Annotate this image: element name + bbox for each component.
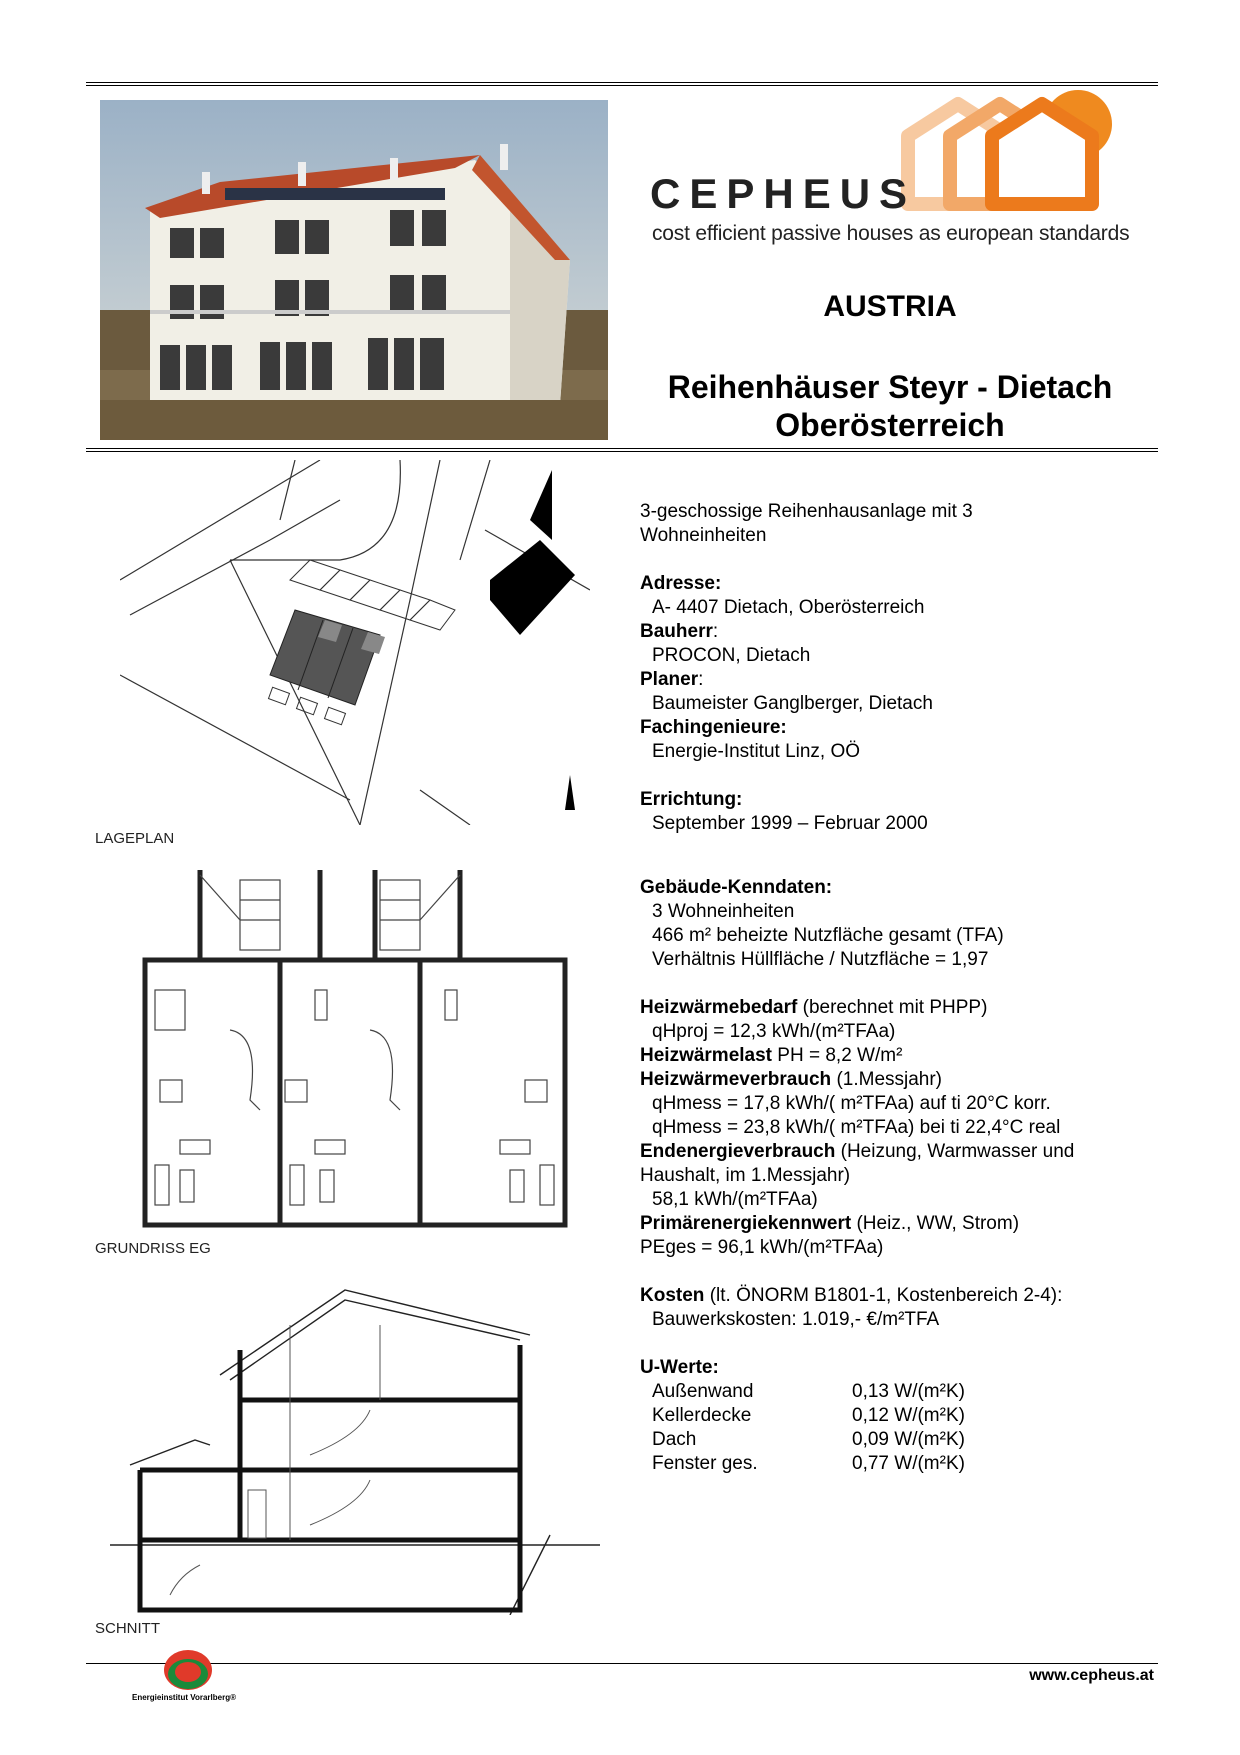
u-values-label: U-Werte: (640, 1357, 719, 1378)
planner-value: Baumeister Ganglberger, Dietach (652, 693, 933, 714)
heat-load-label: Heizwärmelast (640, 1045, 773, 1066)
heat-demand-note: (berechnet mit PHPP) (802, 997, 988, 1018)
energieinstitut-name: Energieinstitut Vorarlberg® (132, 1693, 236, 1702)
client-value: PROCON, Dietach (652, 645, 811, 666)
site-plan-drawing (120, 460, 590, 825)
u-value-name: Kellerdecke (652, 1405, 752, 1426)
address-value: A- 4407 Dietach, Oberösterreich (652, 597, 925, 618)
final-energy-note-2: Haushalt, im 1.Messjahr) (640, 1165, 851, 1186)
qh-mess-real: qHmess = 23,8 kWh/( m²TFAa) bei ti 22,4°C real (652, 1117, 1061, 1138)
building-units: 3 Wohneinheiten (652, 901, 795, 922)
qh-mess-corrected: qHmess = 17,8 kWh/( m²TFAa) auf ti 20°C korr. (652, 1093, 1051, 1114)
u-value-row (640, 1428, 1160, 1452)
construction-label: Errichtung: (640, 789, 743, 810)
final-energy-note-1: (Heizung, Warmwasser und (840, 1141, 1075, 1162)
project-title (640, 368, 1140, 444)
heat-demand-label: Heizwärmebedarf (640, 997, 798, 1018)
brand-name: CEPHEUS (650, 170, 917, 217)
primary-energy-note: (Heiz., WW, Strom) (856, 1213, 1020, 1234)
floor-plan-drawing (140, 870, 570, 1230)
u-value-number: 0,09 W/(m²K) (852, 1429, 965, 1450)
costs-label: Kosten (640, 1285, 705, 1306)
project-info: 3-geschossige Reihenhausanlage mit 3 Wohneinheiten Adresse: A- 4407 Dietach, Oberösterreich Bauherr: PROCON, Dietach Planer: Baumeister Ganglberger, Dietach Fachingenieure: Energie-Institut Linz, OÖ Errichtung: September 1999 – Februar 2000 Gebäude-Kenndaten: 3 Wohneinheiten 466 m² beheizte Nutzfläche gesamt (TFA) Verhältnis Hüllfläche / Nutzfläche = 1,97 Heizwärmebedarf (berechnet mit PHPP) qHproj = 12,3 kWh/(m²TFAa) Heizwärmelast PH = 8,2 W/m² Heizwärmeverbrauch (1.Messjahr) qHmess = 17,8 kWh/( m²TFAa) auf ti 20°C korr. qHmess = 23,8 kWh/( m²TFAa) bei ti 22,4°C real Endenergieverbrauch (Heizung, Warmwasser und Haushalt, im 1.Messjahr) 58,1 kWh/(m²TFAa) Primärenergiekennwert (Heiz., WW, Strom) PEges = 96,1 kWh/(m²TFAa) Kosten (lt. ÖNORM B1801-1, Kostenbereich 2-4): Bauwerkskosten: 1.019,- €/m²TFA U-Werte: Außenwand 0,13 W/(m²K) Kellerdecke 0,12 W/(m²K) Dach 0,09 W/(m²K) Fenster ges. 0,77 W/(m²K) (640, 500, 1160, 1476)
intro-line-1: 3-geschossige Reihenhausanlage mit 3 (640, 501, 973, 522)
primary-energy-label: Primärenergiekennwert (640, 1213, 852, 1234)
u-value-name: Dach (652, 1429, 697, 1450)
primary-energy-value: PEges = 96,1 kWh/(m²TFAa) (640, 1237, 884, 1258)
project-title-line-2: Oberösterreich (775, 407, 1005, 443)
brand-tagline: cost efficient passive houses as european standards (652, 222, 1130, 245)
cepheus-houses-logo (898, 88, 1128, 214)
planner-label: Planer (640, 669, 699, 690)
costs-value: Bauwerkskosten: 1.019,- €/m²TFA (652, 1309, 940, 1330)
header-rule (86, 448, 1158, 452)
project-title-line-1: Reihenhäuser Steyr - Dietach (667, 369, 1113, 405)
engineers-label: Fachingenieure: (640, 717, 787, 738)
final-energy-value: 58,1 kWh/(m²TFAa) (652, 1189, 818, 1210)
client-label: Bauherr (640, 621, 713, 642)
building-photo (100, 100, 608, 440)
u-value-number: 0,12 W/(m²K) (852, 1405, 965, 1426)
building-data-label: Gebäude-Kenndaten: (640, 877, 833, 898)
heat-use-label: Heizwärmeverbrauch (640, 1069, 832, 1090)
u-value-number: 0,13 W/(m²K) (852, 1381, 965, 1402)
u-value-name: Fenster ges. (652, 1453, 758, 1474)
u-value-row (640, 1452, 1160, 1476)
intro-line-2: Wohneinheiten (640, 525, 767, 546)
u-value-row (640, 1380, 1160, 1404)
construction-value: September 1999 – Februar 2000 (652, 813, 928, 834)
top-rule (86, 82, 1158, 86)
heat-load-value: PH = 8,2 W/m² (777, 1045, 903, 1066)
u-value-number: 0,77 W/(m²K) (852, 1453, 965, 1474)
section-caption: SCHNITT (95, 1620, 160, 1637)
address-label: Adresse: (640, 573, 722, 594)
site-plan-caption: LAGEPLAN (95, 830, 175, 847)
u-value-row (640, 1404, 1160, 1428)
final-energy-label: Endenergieverbrauch (640, 1141, 836, 1162)
building-ratio: Verhältnis Hüllfläche / Nutzfläche = 1,97 (652, 949, 989, 970)
section-drawing (110, 1285, 600, 1615)
floor-plan-caption: GRUNDRISS EG (95, 1240, 211, 1257)
u-value-name: Außenwand (652, 1381, 754, 1402)
country-heading: AUSTRIA (823, 290, 957, 323)
building-area: 466 m² beheizte Nutzfläche gesamt (TFA) (652, 925, 1004, 946)
website-link[interactable]: www.cepheus.at (1029, 1667, 1154, 1684)
qh-proj-value: qHproj = 12,3 kWh/(m²TFAa) (652, 1021, 896, 1042)
heat-use-note: (1.Messjahr) (836, 1069, 943, 1090)
costs-note: (lt. ÖNORM B1801-1, Kostenbereich 2-4): (709, 1285, 1063, 1306)
engineers-value: Energie-Institut Linz, OÖ (652, 741, 861, 762)
